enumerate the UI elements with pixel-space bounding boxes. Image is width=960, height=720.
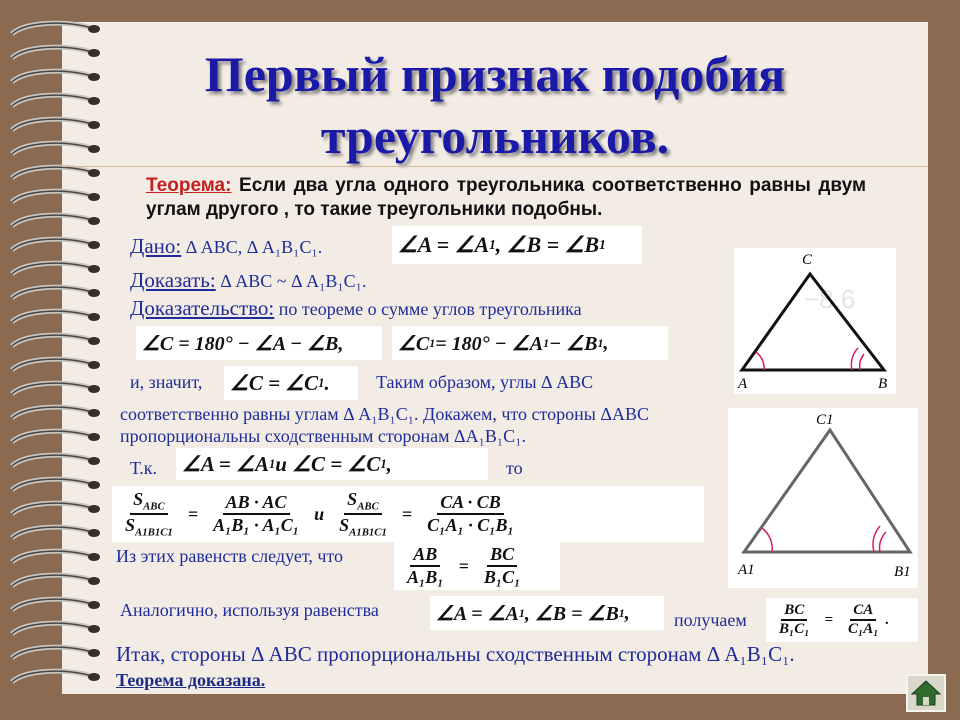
vertex-a-label: A [738,376,748,392]
title-line-1: Первый признак подобия [204,46,786,102]
coil-loop [12,431,100,442]
area-ratio-formula: $\frac{S_{ABC}}{S_{A1B1C1}}$ = $\frac{AB \cdot AC}{\text{A₁B₁ · A₁C₁}}$ и $\frac{S_{ABC}}{S_{A1B1C1}}$ = $\frac{CA \cdot CB}{\text{C₁A₁ · C₁B₁}}$ [112,486,704,542]
coil-loop [12,167,100,178]
angle-a1-arc [762,528,772,552]
coil-loop [12,335,100,346]
triangle-a1b1c1-svg [728,408,918,588]
follows-text: Из этих равенств следует, что [116,546,344,566]
vertex-a1-label: A1 [738,562,755,578]
coil-loop [12,527,100,538]
thus-text: Таким образом, углы Δ ABC [376,372,594,392]
vertex-c-label: C [802,252,813,268]
theorem-label: Теорема: [146,175,232,196]
coil-loop [12,263,100,274]
side-ratio-formula: $\frac{AB}{\text{A₁B₁}}$ = $\frac{BC}{\text{B₁C₁}}$ [394,542,560,590]
angle-b1-arc-2 [880,532,886,552]
vertex-b-label: B [878,376,888,392]
coil-loop [12,311,100,322]
text-line-a: соответственно равны углам Δ A₁B₁C₁. Докажем, что стороны ΔABC [120,404,649,424]
proof-label: Доказательство: [130,296,275,320]
triangle-abc-figure [734,248,896,394]
angle-c-formula: ∠C = 180° − ∠A − ∠B, [136,326,382,360]
title-line-2: треугольников. [320,108,670,164]
similar-angles-formula: ∠A = ∠A 1 , ∠B = ∠B 1 , [430,596,664,630]
proof-line [130,296,582,321]
coil-loop [12,455,100,466]
coil-loop [12,647,100,658]
coil-loop [12,551,100,562]
given-line [130,234,322,259]
angle-b-arc-2 [860,354,864,370]
coil-loop [12,407,100,418]
given-angles-formula: ∠A = ∠A 1 , ∠B = ∠B 1 [392,226,642,264]
coil-loop [12,191,100,202]
coil-loop [12,23,100,34]
coil-loop [12,623,100,634]
theorem-statement: Если два угла одного треугольника соответственно равны двум углам другого , то такие треугольники подобны. [146,175,866,220]
qed-text: Теорема доказана. [116,670,266,690]
side-ratio-formula-2: $\frac{BC}{\text{B₁C₁}}$ = $\frac{CA}{\text{C₁A₁}}$ . [766,598,918,642]
coil-loop [12,287,100,298]
angle-b-arc [851,348,858,370]
conclusion-text: Итак, стороны Δ ABC пропорциональны сходственным сторонам Δ A₁B₁C₁. [116,642,795,666]
given-text: Δ ABC, Δ A₁B₁C₁. [181,237,323,257]
since-text: Т.к. [130,458,157,478]
watermark-text: −8,6 [804,284,856,314]
then-text: то [506,458,523,478]
vertex-b1-label: B1 [894,564,911,580]
triangle-abc-svg [734,248,896,394]
prove-line [130,268,366,293]
c-equals-c1-formula: ∠C = ∠C 1 . [224,366,358,400]
coil-loop [12,599,100,610]
triangle-a1b1c1-figure [728,408,918,588]
proof-text: по теореме о сумме углов треугольника [274,299,582,319]
angle-a-arc [756,352,764,370]
coil-loop [12,479,100,490]
home-button[interactable] [906,674,946,712]
theorem-text [146,174,866,222]
prove-label: Доказать: [130,268,216,292]
coil-loop [12,671,100,682]
divider [62,166,928,167]
home-icon [908,676,944,710]
given-label: Дано: [130,234,182,258]
coil-loop [12,503,100,514]
prove-text: Δ ABC ~ Δ A₁B₁C₁. [215,271,367,291]
obtain-text: получаем [674,610,747,630]
text-line-b: пропорциональны сходственным сторонам ΔA₁B₁C₁. [120,426,526,446]
coil-loop [12,575,100,586]
vertex-c1-label: C1 [816,412,834,428]
similarly-text: Аналогично, используя равенства [120,600,379,620]
coil-loop [12,239,100,250]
angle-c1-formula: ∠C 1 = 180° − ∠A 1 − ∠B 1 , [392,326,668,360]
coil-loop [12,359,100,370]
coil-loop [12,215,100,226]
since-angles-formula: ∠A = ∠A 1 и ∠C = ∠C 1 , [176,448,488,480]
hence-text: и, значит, [130,372,203,392]
coil-loop [12,383,100,394]
